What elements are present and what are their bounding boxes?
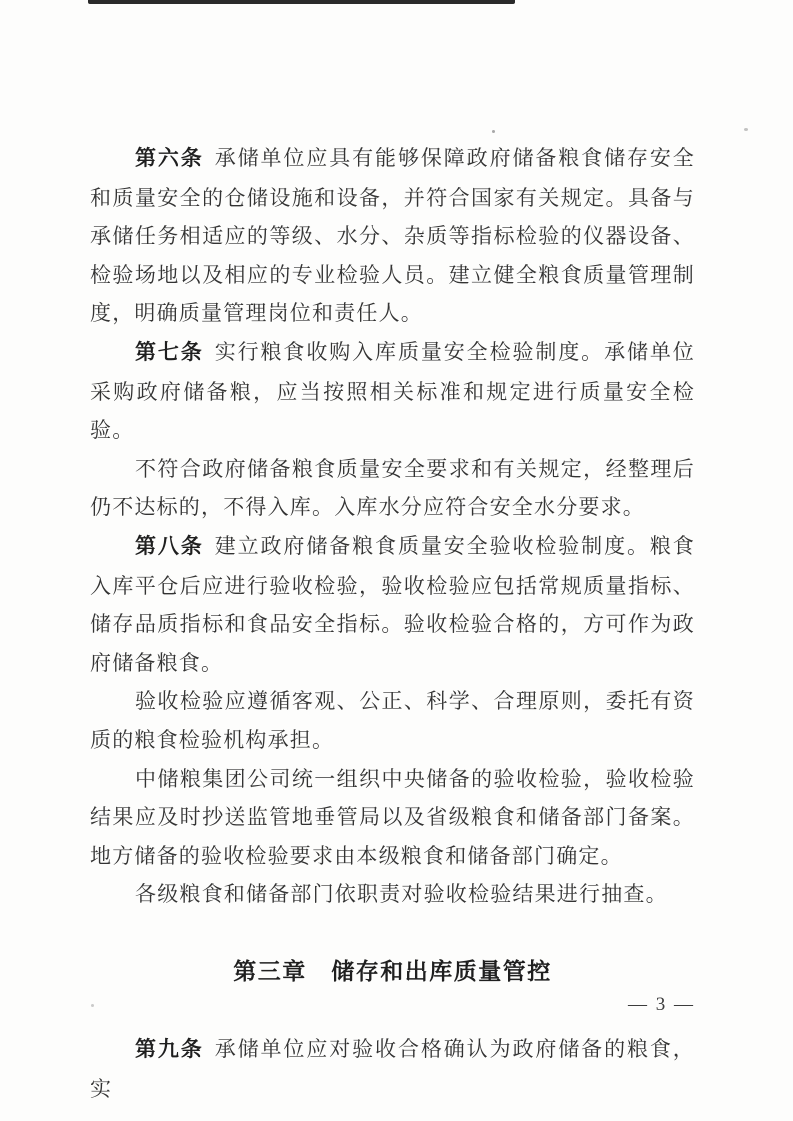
article-8-text: 建立政府储备粮食质量安全验收检验制度。粮食入库平仓后应进行验收检验，验收检验应包括常规质量指标、储存品质指标和食品安全指标。验收检验合格的，方可作为政府储备粮食。 [90,533,695,675]
article-8-subparagraph-spotcheck-text: 各级粮食和储备部门依职责对验收检验结果进行抽查。 [135,882,668,907]
article-8-subparagraph-organization [90,760,695,876]
article-7-text: 实行粮食收购入库质量安全检验制度。承储单位采购政府储备粮，应当按照相关标准和规定进行质量安全检验。 [90,339,695,443]
article-9-paragraph [90,1030,695,1108]
article-9-text: 承储单位应对验收合格确认为政府储备的粮食，实 [90,1037,695,1102]
article-8-paragraph [90,527,695,682]
article-7-subparagraph [90,450,695,527]
article-6-text: 承储单位应具有能够保障政府储备粮食储存安全和质量安全的仓储设施和设备，并符合国家有关规定。具备与承储任务相适应的等级、水分、杂质等指标检验的仪器设备、检验场地以及相应的专业检验人员。建立健全粮食质量管理制度，明确质量管理岗位和责任人。 [90,146,695,326]
article-8-subparagraph-principles-text: 验收检验应遵循客观、公正、科学、合理原则，委托有资质的粮食检验机构承担。 [90,689,695,752]
article-6-paragraph [90,139,695,333]
scan-edge-artifact [88,0,515,4]
article-8-number: 第八条 [135,534,204,558]
article-7-number: 第七条 [135,340,204,364]
document-body [90,139,695,1109]
article-8-subparagraph-principles [90,682,695,759]
chapter-3-heading: 第三章 储存和出库质量管控 [233,957,552,984]
article-7-paragraph [90,333,695,450]
page-number: — 3 — [628,994,695,1015]
article-9-number: 第九条 [135,1038,204,1062]
scan-speck [744,128,748,131]
article-8-subparagraph-spotcheck [90,875,695,914]
article-6-number: 第六条 [135,147,204,170]
scan-speck [492,130,495,133]
article-8-subparagraph-organization-text: 中储粮集团公司统一组织中央储备的验收检验，验收检验结果应及时抄送监管地垂管局以及省级粮食和储备部门备案。地方储备的验收检验要求由本级粮食和储备部门确定。 [90,766,695,868]
article-7-subparagraph-text: 不符合政府储备粮食质量安全要求和有关规定，经整理后仍不达标的，不得入库。入库水分应符合安全水分要求。 [90,456,695,520]
